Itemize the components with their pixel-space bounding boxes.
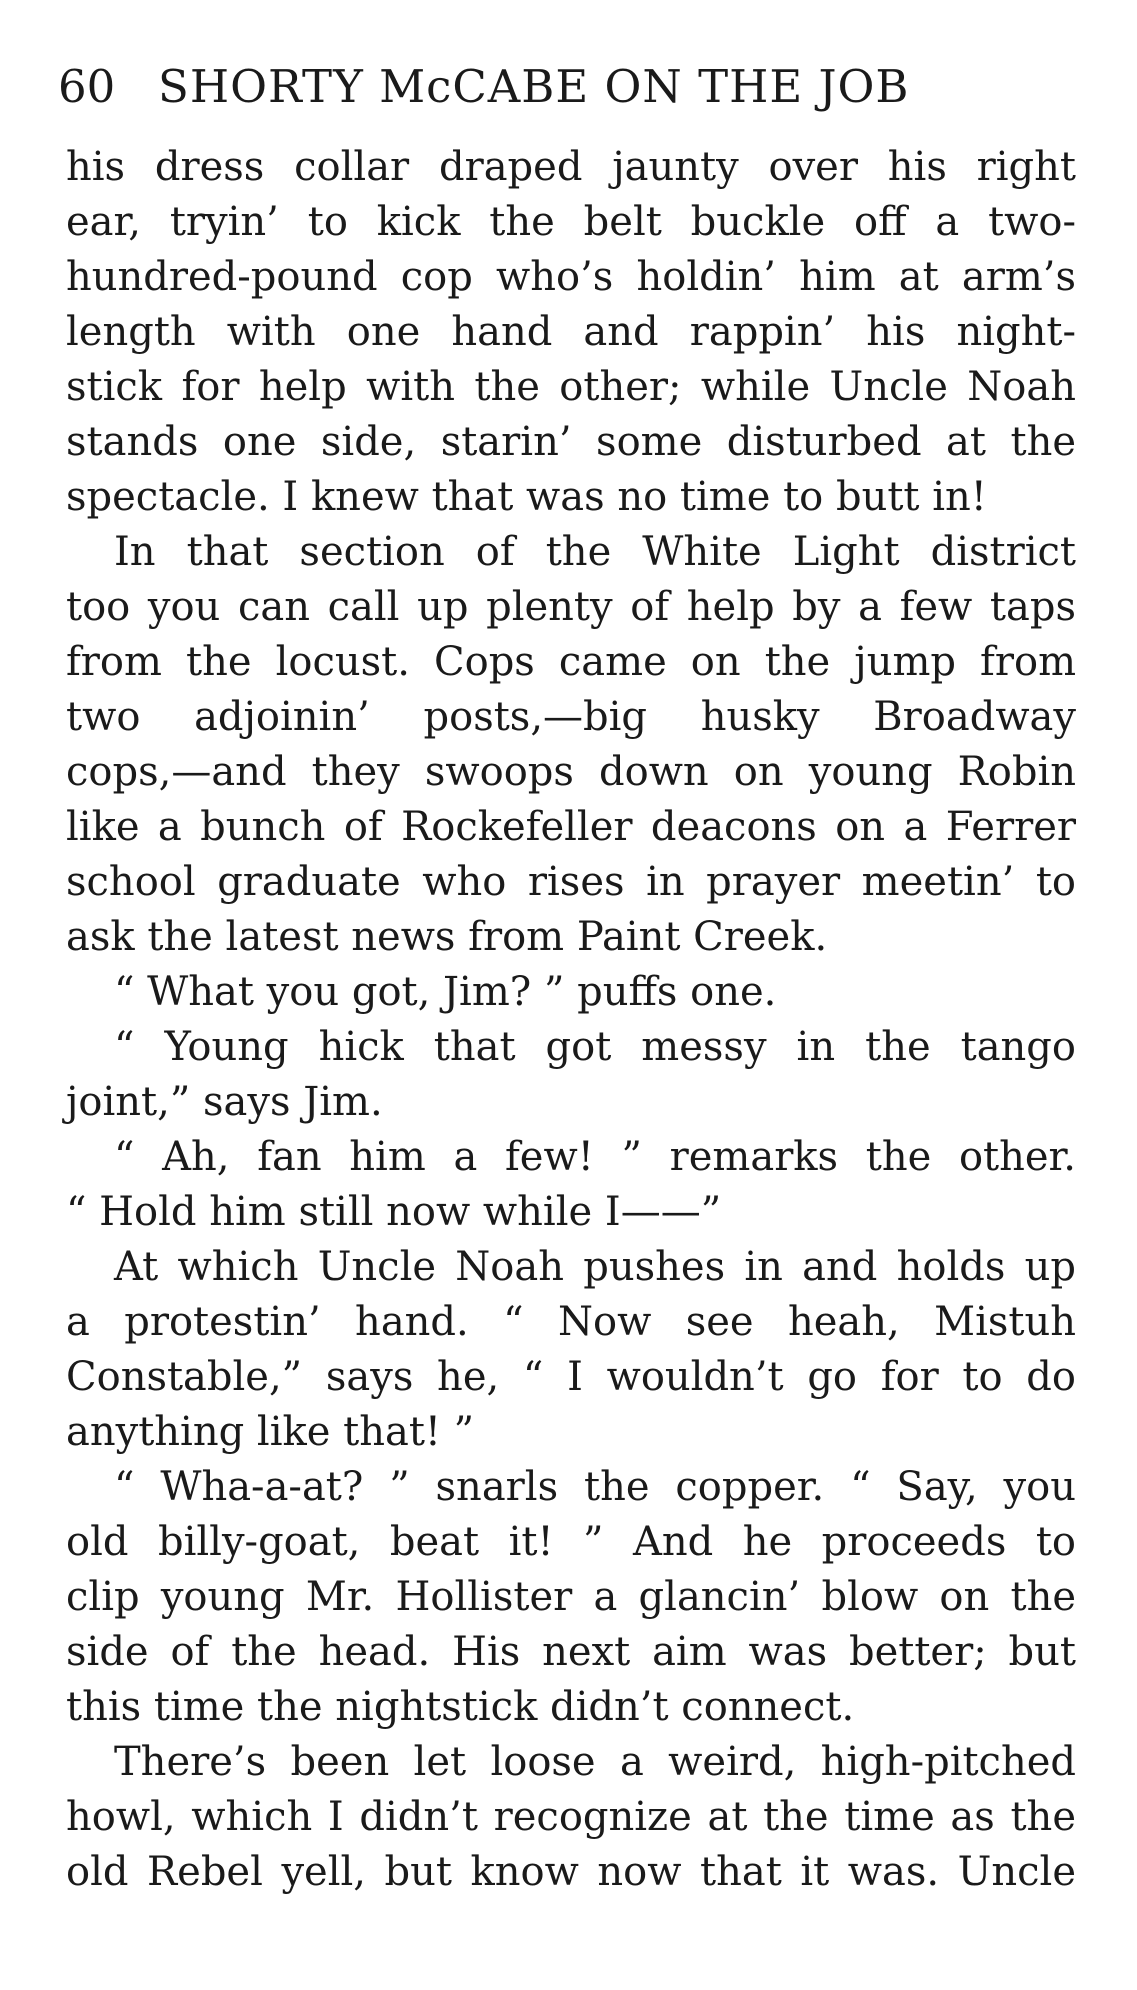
text-line: “ Young hick that got messy in the tango (114, 1024, 1076, 1070)
text-line: “ Hold him still now while I——” (66, 1189, 722, 1235)
text-line: There’s been let loose a weird, high-pitched (114, 1739, 1076, 1785)
text-line: cops,—and they swoops down on young Robin (66, 749, 1076, 795)
text-line: like a bunch of Rockefeller deacons on a Ferrer (66, 804, 1076, 850)
text-line: “ Ah, fan him a few! ” remarks the other. (114, 1134, 1076, 1180)
text-line: clip young Mr. Hollister a glancin’ blow on the (66, 1574, 1076, 1620)
text-line: from the locust. Cops came on the jump from (66, 639, 1076, 685)
text-line: joint,” says Jim. (66, 1079, 383, 1125)
text-line: anything like that! ” (66, 1409, 475, 1455)
text-line: howl, which I didn’t recognize at the time as the (66, 1794, 1076, 1840)
body-text (66, 140, 1076, 1900)
page-header (58, 52, 1078, 122)
text-line: At which Uncle Noah pushes in and holds up (114, 1244, 1076, 1290)
text-line: length with one hand and rappin’ his night- (66, 309, 1076, 355)
text-line: Constable,” says he, “ I wouldn’t go for to do (66, 1354, 1076, 1400)
text-line: stands one side, starin’ some disturbed at the (66, 419, 1076, 465)
text-line: old billy-goat, beat it! ” And he proceeds to (66, 1519, 1076, 1565)
text-line: stick for help with the other; while Uncle Noah (66, 364, 1076, 410)
text-line: two adjoinin’ posts,—big husky Broadway (66, 694, 1076, 740)
text-line: ear, tryin’ to kick the belt buckle off a two- (66, 199, 1076, 245)
text-line: old Rebel yell, but know now that it was. Uncle (66, 1849, 1076, 1895)
text-line: too you can call up plenty of help by a few taps (66, 584, 1076, 630)
text-line: hundred-pound cop who’s holdin’ him at arm’s (66, 254, 1076, 300)
text-line: side of the head. His next aim was better; but (66, 1629, 1076, 1675)
running-title: SHORTY McCABE ON THE JOB (158, 60, 910, 113)
text-line: spectacle. I knew that was no time to butt in! (66, 474, 987, 520)
text-line: school graduate who rises in prayer meetin’ to (66, 859, 1076, 905)
text-line: this time the nightstick didn’t connect. (66, 1684, 855, 1730)
text-line: “ What you got, Jim? ” puffs one. (114, 969, 777, 1015)
text-line: his dress collar draped jaunty over his right (66, 144, 1076, 190)
text-line: “ Wha-a-at? ” snarls the copper. “ Say, you (114, 1464, 1076, 1510)
text-line: In that section of the White Light district (114, 529, 1076, 575)
text-line: ask the latest news from Paint Creek. (66, 914, 828, 960)
text-line: a protestin’ hand. “ Now see heah, Mistuh (66, 1299, 1076, 1345)
page-number: 60 (58, 60, 116, 113)
